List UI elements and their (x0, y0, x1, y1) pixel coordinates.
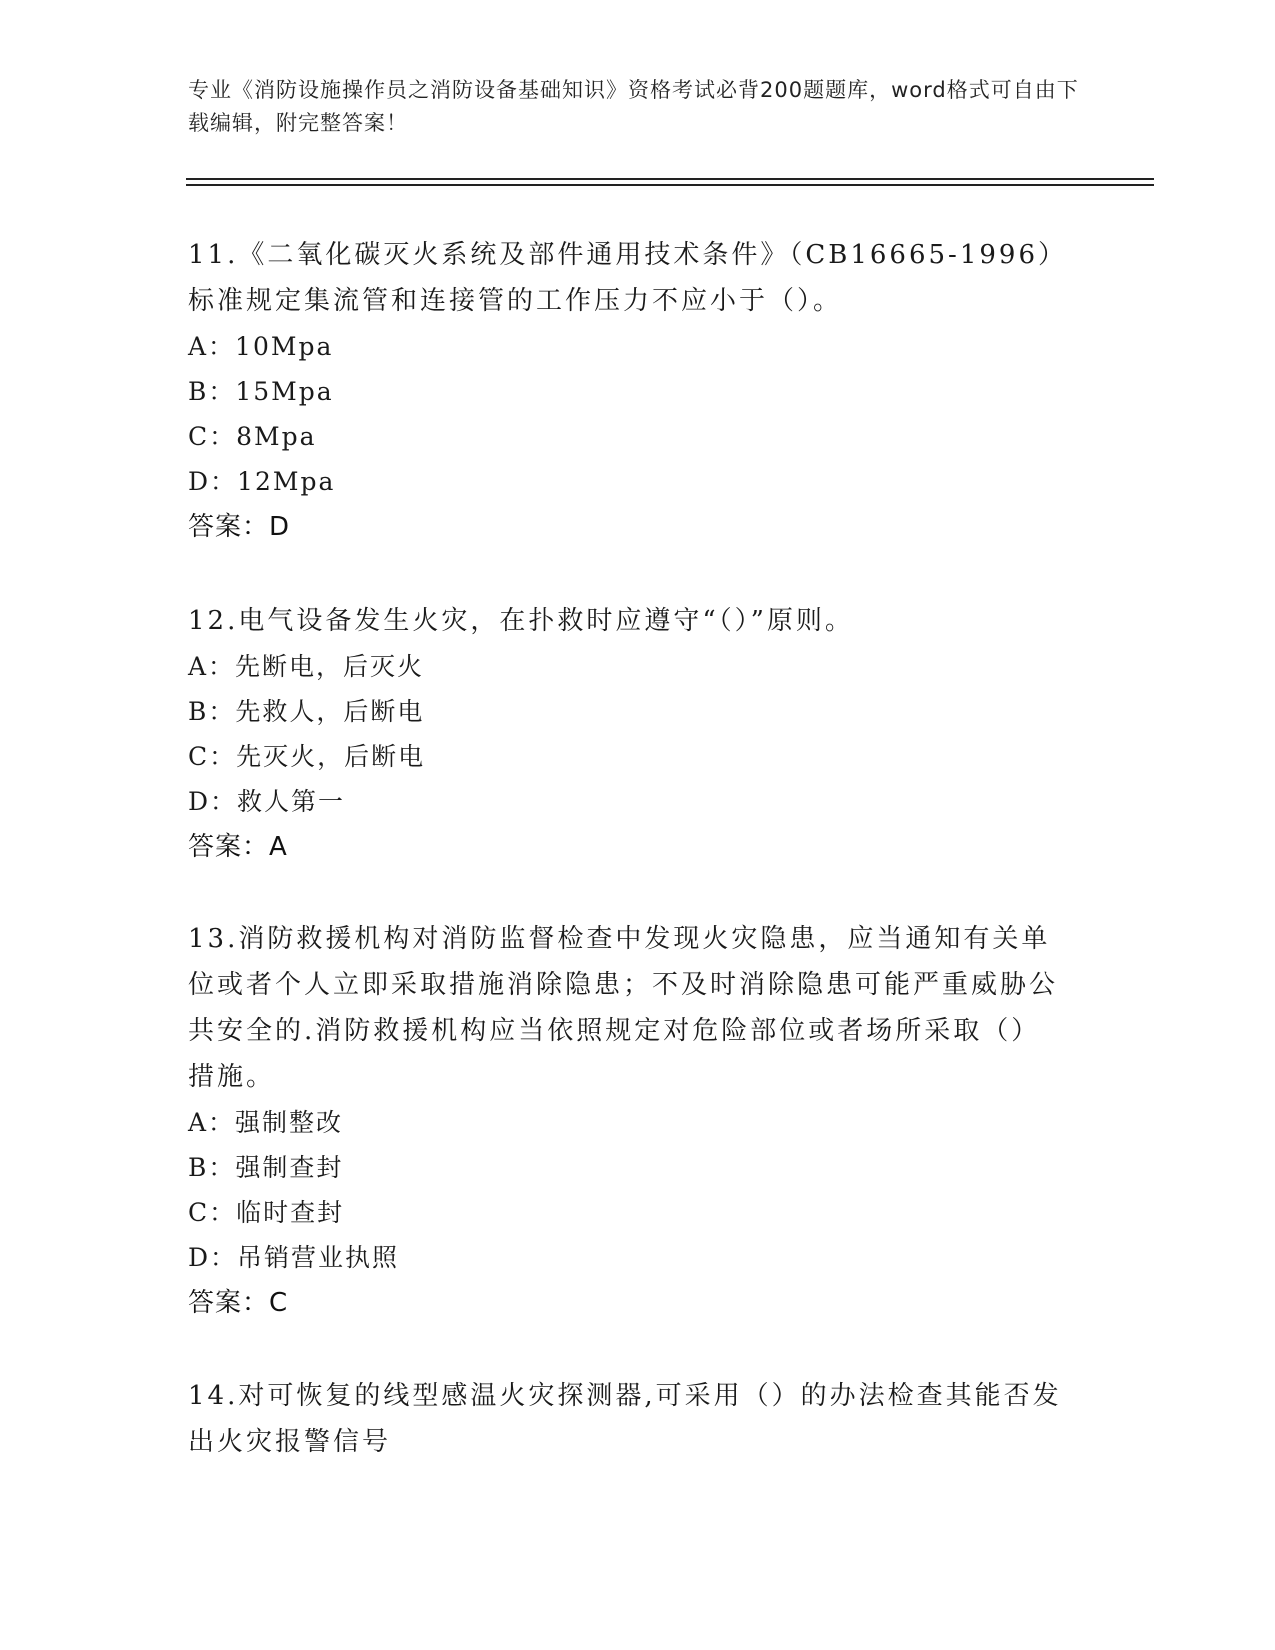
option-a: A：先断电，后灭火 (188, 652, 425, 681)
option-a: A：10Mpa (188, 332, 334, 361)
option-list (188, 644, 1068, 824)
question-14 (188, 1373, 1068, 1465)
option-d: D：12Mpa (188, 467, 336, 496)
question-stem: 14.对可恢复的线型感温火灾探测器,可采用（）的办法检查其能否发出火灾报警信号 (188, 1381, 1062, 1457)
question-12 (188, 598, 1068, 870)
option-c: C：临时查封 (188, 1198, 345, 1227)
option-a: A：强制整改 (188, 1108, 344, 1137)
header-divider-top (186, 178, 1154, 180)
option-list (188, 1100, 1068, 1280)
answer-label: 答案：C (188, 1288, 289, 1318)
option-b: B：强制查封 (188, 1153, 344, 1182)
question-stem: 13.消防救援机构对消防监督检查中发现火灾隐患，应当通知有关单位或者个人立即采取措施消除隐患；不及时消除隐患可能严重威胁公共安全的.消防救援机构应当依照规定对危险部位或者场所采取（）措施。 (188, 924, 1059, 1092)
option-d: D：吊销营业执照 (188, 1243, 400, 1272)
question-stem: 11.《二氧化碳灭火系统及部件通用技术条件》（CB16665-1996）标准规定集流管和连接管的工作压力不应小于（）。 (188, 240, 1068, 316)
question-13 (188, 916, 1068, 1326)
question-11 (188, 232, 1068, 550)
option-d: D：救人第一 (188, 787, 346, 816)
answer-label: 答案：A (188, 832, 288, 862)
option-c: C：8Mpa (188, 422, 317, 451)
option-c: C：先灭火，后断电 (188, 742, 426, 771)
option-b: B：15Mpa (188, 377, 334, 406)
option-b: B：先救人，后断电 (188, 697, 425, 726)
document-header: 专业《消防设施操作员之消防设备基础知识》资格考试必背200题题库，word格式可自由下载编辑，附完整答案！ (188, 78, 1079, 135)
option-list (188, 324, 1068, 504)
header-divider-bottom (186, 184, 1154, 186)
question-stem: 12.电气设备发生火灾，在扑救时应遵守“（）”原则。 (188, 606, 854, 636)
answer-label: 答案：D (188, 512, 291, 542)
